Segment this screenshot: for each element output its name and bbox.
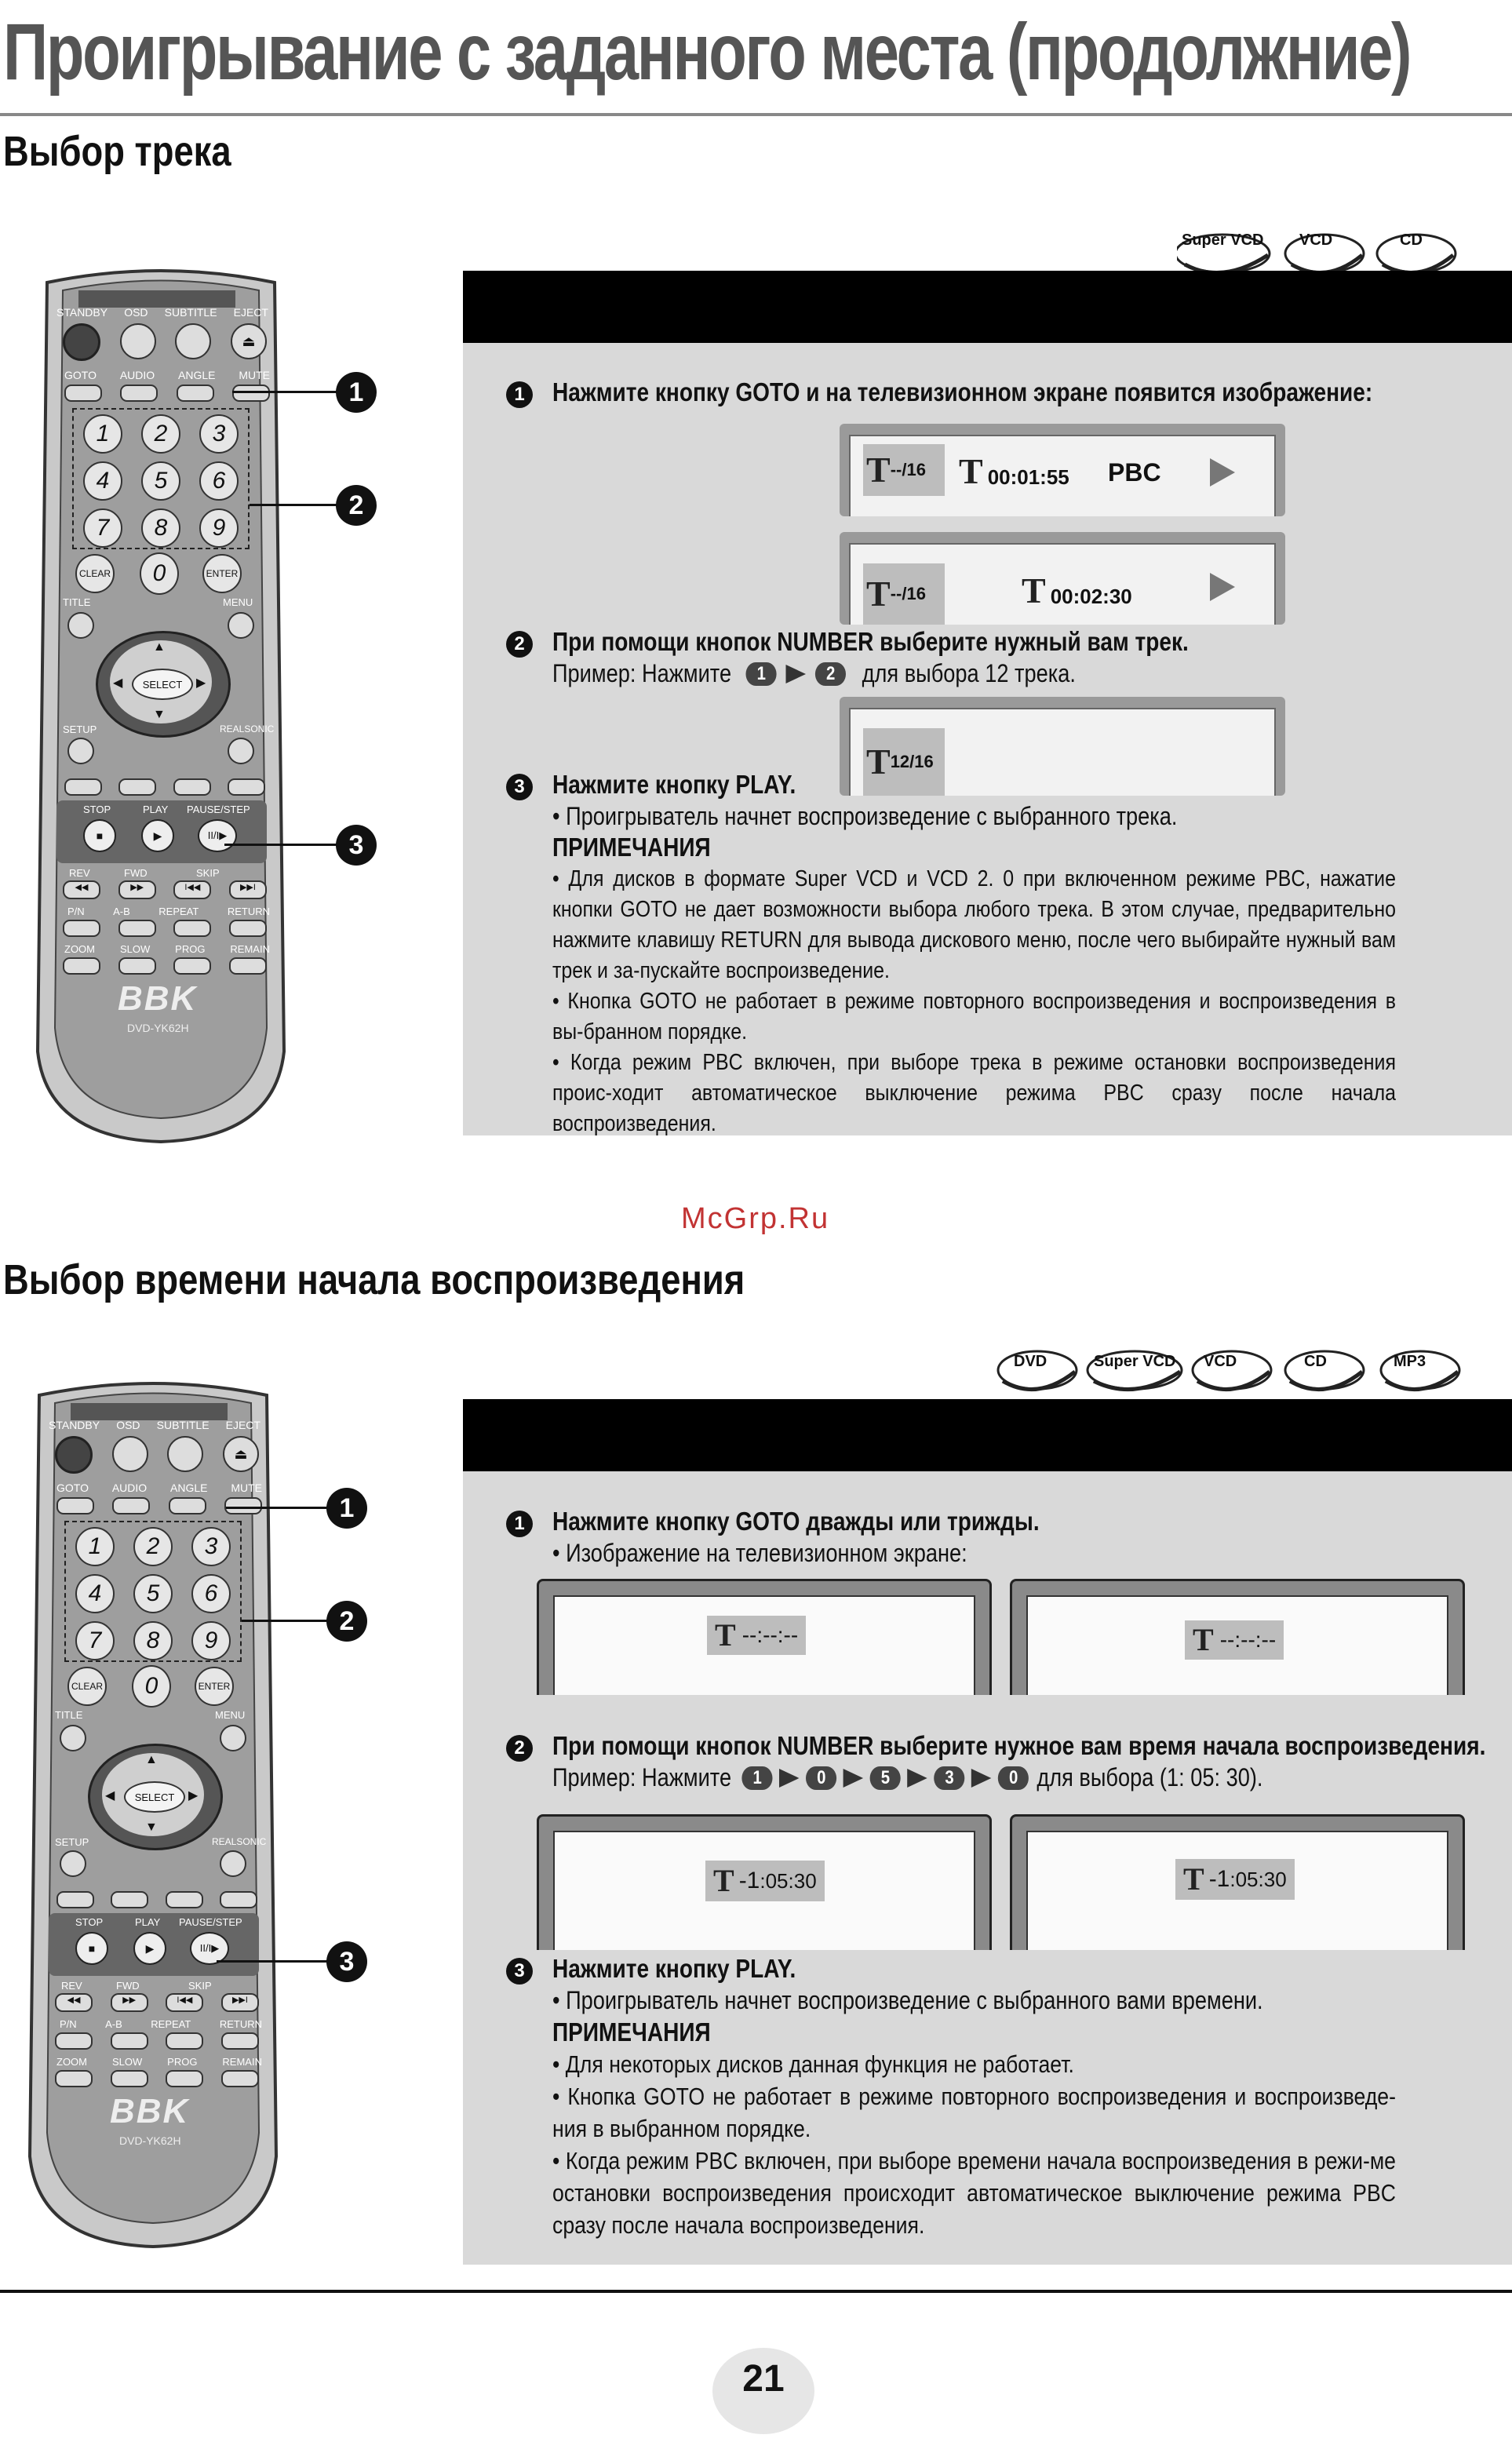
disc-badge-dvd: DVD [1014,1353,1047,1370]
remote1-label-rev: REV [69,867,90,879]
remote2-label-title: TITLE [55,1709,83,1721]
remote2-label-stop: STOP [75,1916,104,1928]
tv3-time-icon: T [713,1863,734,1898]
remote1-label-title: TITLE [63,596,91,608]
remote-control-2 [24,1380,282,2251]
remote1-color-button-3[interactable] [173,778,211,796]
remote2-label-remain: REMAIN [222,2056,262,2068]
remote2-return-button[interactable] [221,2032,259,2050]
section1-step3-text: Нажмите кнопку PLAY. [552,770,796,799]
section1-note-3: • Когда режим PBC включен, при выборе трека в режиме остановки воспроизведения проис-ходит автоматическое выключение режима PBC сразу после начала воспроизведения. [552,1050,1396,1136]
section2-tv-2 [1010,1579,1465,1695]
section2-key-1: 1 [742,1766,773,1790]
remote1-label-angle: ANGLE [178,369,216,381]
remote1-digit-8[interactable]: 8 [141,508,180,548]
remote2-label-repeat: REPEAT [151,2018,191,2030]
watermark: McGrp.Ru [681,1202,830,1235]
remote2-clear-button[interactable]: CLEAR [67,1667,107,1706]
osd3-track-value: 12/16 [890,752,934,771]
osd1-track-value: --/16 [890,460,926,479]
callout2-1: 1 [326,1488,367,1529]
osd2-time-icon: T [1022,570,1046,610]
osd2-track-value: --/16 [890,584,926,603]
remote1-digit-0[interactable]: 0 [140,552,179,595]
remote1-up-icon[interactable]: ▲ [153,640,166,654]
remote1-audio-button[interactable] [120,385,158,402]
remote2-goto-button[interactable] [56,1497,94,1514]
remote1-label-menu: MENU [223,596,253,608]
remote1-digit-5[interactable]: 5 [141,461,180,501]
section1-step2-example [552,659,1076,688]
section1-step3-bullet: • Проигрыватель начнет воспроизведение с выбранного трека. [552,802,1178,830]
section2-tv-4 [1010,1814,1465,1950]
remote2-realsonic-button[interactable] [220,1850,246,1877]
remote1-label-eject: EJECT [233,306,268,319]
callout1-1: 1 [336,372,377,413]
remote1-slow-button[interactable] [118,957,156,975]
remote2-select-button[interactable]: SELECT [124,1781,185,1813]
section2-disc-badges [996,1342,1467,1397]
section2-arrow-icon-3 [907,1769,927,1788]
section2-key-4: 3 [934,1766,964,1790]
remote2-ab-button[interactable] [111,2032,148,2050]
tv1-chip [707,1616,806,1655]
section2-note-1: • Для некоторых дисков данная функция не работает. [552,2050,1074,2078]
remote1-right-icon[interactable]: ▶ [196,676,206,690]
section2-step2-number: 2 [506,1735,533,1762]
remote1-title-button[interactable] [67,612,94,639]
remote2-label-realsonic: REALSONIC [212,1836,267,1847]
remote1-digit-9[interactable]: 9 [199,508,239,548]
remote2-color-row [56,1891,257,1908]
remote2-digit-8[interactable]: 8 [133,1621,173,1660]
remote1-label-slow: SLOW [119,943,151,955]
section2-key-5: 0 [998,1766,1029,1790]
remote1-zoom-button[interactable] [63,957,100,975]
remote1-subtitle-button[interactable] [175,323,211,359]
remote2-brand-logo: BBK [110,2092,190,2130]
osd3-track-icon: T [866,742,891,782]
osd2-time-value: 00:02:30 [1050,585,1132,608]
remote1-left-icon[interactable]: ◀ [113,676,123,690]
remote1-pn-button[interactable] [63,920,100,937]
osd1-track-icon: T [866,450,891,490]
remote2-label-menu: MENU [215,1709,246,1721]
osd3-track-chip [863,728,945,796]
disc-badge-vcd-2: VCD [1204,1353,1237,1370]
remote1-label-repeat: REPEAT [158,906,199,917]
remote1-mute-button[interactable] [232,385,270,402]
remote2-label-pause: PAUSE/STEP [179,1916,242,1928]
remote2-color-button-2[interactable] [111,1891,148,1908]
remote2-digit-3[interactable]: 3 [191,1527,231,1566]
remote1-label-play: PLAY [143,804,169,815]
remote1-color-button-1[interactable] [64,778,102,796]
remote2-pn-button[interactable] [55,2032,93,2050]
section2-note-2: • Кнопка GOTO не работает в режиме повторного воспроизведения и воспроизведе-ния в выбранном порядке. [552,2083,1396,2142]
remote2-label-angle: ANGLE [170,1482,208,1494]
remote2-setup-button[interactable] [60,1850,86,1877]
remote2-subtitle-button[interactable] [167,1436,203,1472]
section2-title: Выбор времени начала воспроизведения [3,1256,745,1303]
remote1-seek-row [63,880,267,899]
section2-step3-bullet: • Проигрыватель начнет воспроизведение с выбранного вами времени. [552,1986,1263,2014]
remote2-label-slow: SLOW [111,2056,143,2068]
section1-step2-example-suffix: для выбора 12 трека. [862,659,1076,687]
remote1-zoom-row [63,957,267,975]
disc-badge-svcd: Super VCD [1182,231,1264,249]
section2-note-3: • Когда режим PBC включен, при выборе времени начала воспроизведения в режи-ме остановки воспроизведения происходит автоматическое выключение режима PBC сразу после начала воспроизведения. [552,2147,1396,2239]
remote1-pause-button[interactable]: II/I▶ [198,819,237,852]
remote2-enter-button[interactable]: ENTER [195,1667,234,1706]
osd1-pbc-label: PBC [1108,458,1161,487]
osd2-track-icon: T [866,574,891,614]
remote1-enter-button[interactable]: ENTER [202,554,242,593]
tv4-time-prefix: -1 [1208,1866,1230,1892]
remote1-label-realsonic: REALSONIC [220,723,275,734]
section1-osd-3 [840,697,1285,796]
tv3-time-prefix: -1 [738,1868,760,1893]
remote2-label-fwd: FWD [116,1980,140,1992]
remote1-color-row [64,778,265,796]
remote2-color-button-3[interactable] [166,1891,203,1908]
osd1-play-icon [1210,458,1235,487]
section2-panel-bar [463,1399,1512,1471]
remote2-rev-button[interactable]: ◀◀ [55,1993,93,2012]
section2-note-heading: ПРИМЕЧАНИЯ [552,2017,711,2047]
tv2-chip [1185,1620,1284,1660]
remote1-skip-back-button[interactable]: I◀◀ [173,880,211,899]
remote2-left-icon[interactable]: ◀ [105,1789,115,1802]
remote2-label-return: RETURN [219,2018,262,2030]
remote1-color-button-2[interactable] [118,778,156,796]
disc-badge-mp3: MP3 [1394,1353,1426,1370]
remote2-menu-button[interactable] [220,1725,246,1751]
remote1-digit-4[interactable]: 4 [83,461,122,501]
section1-note-1: • Для дисков в формате Super VCD и VCD 2. 0 при включенном режиме PBC, нажатие кнопки GOTO не дает возможности выбора любого трека. В этом случае, предварительно нажмите клавишу RETURN для вывода дискового меню, после чего выбирайте нужный вам трек и за-пускайте воспроизведение. [552,866,1396,983]
remote2-label-standby: STANDBY [49,1419,100,1431]
remote2-digit-5[interactable]: 5 [133,1574,173,1613]
remote1-label-prog: PROG [175,943,206,955]
remote1-eject-button[interactable]: ⏏ [231,323,267,359]
remote2-standby-button[interactable] [55,1436,93,1474]
remote1-label-pause: PAUSE/STEP [187,804,250,815]
remote2-repeat-button[interactable] [166,2032,203,2050]
section1-step2-number: 2 [506,631,533,658]
section2-arrow-icon-1 [779,1769,800,1788]
callout1-3-leader [224,844,337,846]
section2-step2-example [552,1763,1262,1792]
remote2-digit-7[interactable]: 7 [75,1621,115,1660]
remote1-realsonic-button[interactable] [228,738,254,764]
osd1-time-value: 00:01:55 [987,465,1069,489]
callout2-2: 2 [326,1601,367,1642]
section2-key-2: 0 [806,1766,836,1790]
remote1-down-icon[interactable]: ▼ [153,708,166,721]
disc-badge-svcd-2: Super VCD [1094,1353,1176,1370]
section1-step1-text: Нажмите кнопку GOTO и на телевизионном экране появится изображение: [552,377,1373,406]
remote2-digit-9[interactable]: 9 [191,1621,231,1660]
osd1-time-icon: T [959,451,983,491]
remote1-brand-logo: BBK [118,979,198,1018]
section2-step1-bullet: • Изображение на телевизионном экране: [552,1539,967,1567]
remote1-digit-6[interactable]: 6 [199,461,239,501]
section2-step2-text: При помощи кнопок NUMBER выберите нужное вам время начала воспроизведения. [552,1731,1486,1760]
remote1-select-button[interactable]: SELECT [132,669,193,700]
remote1-label-return: RETURN [227,906,270,917]
remote2-digit-2[interactable]: 2 [133,1527,173,1566]
osd2-time [1022,570,1132,610]
disc-badge-cd-2: CD [1304,1353,1327,1370]
remote2-label-ab: A-B [105,2018,122,2030]
section1-osd-1 [840,424,1285,516]
remote2-down-icon[interactable]: ▼ [145,1821,158,1834]
remote2-digit-1[interactable]: 1 [75,1527,115,1566]
remote1-osd-button[interactable] [120,323,156,359]
remote1-label-goto: GOTO [64,369,97,381]
remote1-pn-row [63,920,267,937]
remote2-label-rev: REV [61,1980,82,1992]
callout1-2-leader [250,504,337,506]
tv4-time-value: :05:30 [1230,1867,1287,1891]
remote1-label-remain: REMAIN [230,943,270,955]
section1-step1-number: 1 [506,381,533,408]
remote2-label-skip: SKIP [188,1980,212,1992]
remote1-label-standby: STANDBY [56,306,108,319]
remote1-digit-7[interactable]: 7 [83,508,122,548]
osd2-play-icon [1210,573,1235,601]
remote2-skip-back-button[interactable]: I◀◀ [166,1993,203,2012]
section2-tv-3 [537,1814,992,1950]
remote2-label-eject: EJECT [225,1419,261,1431]
section1-note-2: • Кнопка GOTO не работает в режиме повторного воспроизведения и воспроизведения в вы-бранном порядке. [552,989,1396,1044]
title-rule [0,113,1512,116]
section2-step3-text: Нажмите кнопку PLAY. [552,1954,796,1983]
page-number: 21 [712,2348,814,2434]
osd1-track-chip [863,444,945,496]
remote2-osd-button[interactable] [112,1436,148,1472]
remote1-label-stop: STOP [83,804,111,815]
remote1-label-mute: MUTE [239,369,270,381]
remote1-label-skip: SKIP [196,867,220,879]
section2-notes [552,2048,1396,2241]
remote1-label-audio: AUDIO [119,369,155,381]
remote1-digit-1[interactable]: 1 [83,414,122,454]
remote2-fwd-button[interactable]: ▶▶ [111,1993,148,2012]
remote1-model-label: DVD-YK62H [127,1022,189,1034]
remote1-digit-3[interactable]: 3 [199,414,239,454]
remote1-return-button[interactable] [229,920,267,937]
remote2-label-goto: GOTO [56,1482,89,1494]
remote1-digit-2[interactable]: 2 [141,414,180,454]
remote2-digit-6[interactable]: 6 [191,1574,231,1613]
remote2-prog-button[interactable] [166,2070,203,2087]
remote1-angle-button[interactable] [177,385,214,402]
section1-key-1: 1 [746,662,777,686]
remote1-rev-button[interactable]: ◀◀ [63,880,100,899]
remote1-stop-button[interactable]: ■ [83,819,116,852]
section1-title: Выбор трека [3,128,231,175]
disc-badge-cd: CD [1400,231,1423,249]
remote2-digit-4[interactable]: 4 [75,1574,115,1613]
remote2-pause-button[interactable]: II/I▶ [190,1932,229,1965]
section1-step3-number: 3 [506,774,533,800]
remote2-zoom-button[interactable] [55,2070,93,2087]
remote2-label-prog: PROG [167,2056,198,2068]
remote1-menu-button[interactable] [228,612,254,639]
tv4-chip [1175,1859,1295,1900]
remote1-label-setup: SETUP [63,723,97,735]
remote2-label-play: PLAY [135,1916,161,1928]
disc-badge-vcd: VCD [1299,231,1333,249]
remote2-label-mute: MUTE [231,1482,262,1494]
section2-key-3: 5 [870,1766,901,1790]
remote2-title-button[interactable] [60,1725,86,1751]
tv1-time-value: --:--:-- [741,1623,799,1647]
remote2-label-pn: P/N [60,2018,77,2030]
section1-step2-text: При помощи кнопок NUMBER выберите нужный вам трек. [552,627,1189,656]
remote2-number-pad [64,1521,242,1662]
remote2-color-button-1[interactable] [56,1891,94,1908]
remote2-slow-button[interactable] [111,2070,148,2087]
tv3-chip [705,1861,825,1901]
section2-step1-text: Нажмите кнопку GOTO дважды или трижды. [552,1507,1040,1536]
osd2-track-chip [863,563,945,625]
remote1-prog-button[interactable] [173,957,211,975]
callout1-3: 3 [336,825,377,866]
remote2-model-label: DVD-YK62H [119,2134,181,2147]
remote1-number-pad [72,408,250,549]
remote2-right-icon[interactable]: ▶ [188,1789,199,1802]
page-title: Проигрывание с заданного места (продолжние) [3,7,1411,97]
remote1-fwd-button[interactable]: ▶▶ [118,880,156,899]
remote-control-1 [31,267,290,1146]
remote1-clear-button[interactable]: CLEAR [75,554,115,593]
footer-rule [0,2290,1512,2293]
callout1-2: 2 [336,485,377,526]
remote1-label-ab: A-B [113,906,130,917]
remote1-repeat-button[interactable] [173,920,211,937]
remote1-ab-button[interactable] [118,920,156,937]
remote2-skip-fwd-button[interactable]: ▶▶I [221,1993,259,2012]
section2-tv-1 [537,1579,992,1695]
section1-notes [552,864,1396,1139]
remote1-label-subtitle: SUBTITLE [164,306,217,319]
remote1-remain-button[interactable] [229,957,267,975]
callout2-2-leader [242,1620,328,1622]
section1-key-2: 2 [815,662,846,686]
section2-step3-number: 3 [506,1958,533,1985]
remote1-play-button[interactable]: ▶ [141,819,174,852]
tv2-time-icon: T [1193,1622,1214,1657]
remote1-label-osd: OSD [124,306,148,319]
remote2-color-button-4[interactable] [220,1891,257,1908]
section2-step1-number: 1 [506,1511,533,1537]
remote2-pn-row [55,2032,259,2050]
remote1-color-button-4[interactable] [228,778,265,796]
remote1-goto-button[interactable] [64,385,102,402]
tv1-time-icon: T [715,1617,736,1653]
remote2-play-button[interactable]: ▶ [133,1932,166,1965]
remote1-label-zoom: ZOOM [64,943,95,955]
section2-step2-example-prefix: Пример: Нажмите [552,1763,732,1791]
tv4-time-icon: T [1183,1861,1204,1897]
remote2-label-osd: OSD [116,1419,140,1431]
remote2-zoom-row [55,2070,259,2087]
remote2-eject-button[interactable]: ⏏ [223,1436,259,1472]
remote2-mute-button[interactable] [224,1497,262,1514]
remote2-up-icon[interactable]: ▲ [145,1753,158,1766]
remote1-skip-fwd-button[interactable]: ▶▶I [229,880,267,899]
section2-arrow-icon-4 [971,1769,992,1788]
remote2-seek-row [55,1993,259,2012]
section2-step2-example-suffix: для выбора (1: 05: 30). [1037,1763,1263,1791]
section1-arrow-icon [786,665,807,683]
callout2-3-leader [217,1960,328,1963]
remote2-stop-button[interactable]: ■ [75,1932,108,1965]
remote2-angle-button[interactable] [169,1497,206,1514]
remote2-label-subtitle: SUBTITLE [156,1419,209,1431]
tv3-time-value: :05:30 [760,1868,817,1893]
remote2-audio-button[interactable] [112,1497,150,1514]
remote1-label-pn: P/N [67,906,85,917]
callout1-1-leader [232,391,337,393]
callout2-3: 3 [326,1941,367,1982]
remote2-label-setup: SETUP [55,1836,89,1848]
remote2-digit-0[interactable]: 0 [132,1665,171,1708]
section1-note-heading: ПРИМЕЧАНИЯ [552,833,711,862]
remote2-label-audio: AUDIO [111,1482,148,1494]
remote2-label-zoom: ZOOM [56,2056,87,2068]
remote1-standby-button[interactable] [63,323,100,361]
remote1-label-fwd: FWD [124,867,148,879]
tv2-time-value: --:--:-- [1219,1627,1277,1652]
remote1-setup-button[interactable] [67,738,94,764]
section2-arrow-icon-2 [843,1769,864,1788]
section1-step2-example-prefix: Пример: Нажмите [552,659,732,687]
section1-osd-2 [840,532,1285,625]
osd1-time [959,451,1069,491]
section1-panel-bar [463,271,1512,343]
remote2-remain-button[interactable] [221,2070,259,2087]
callout2-1-leader [226,1507,328,1509]
